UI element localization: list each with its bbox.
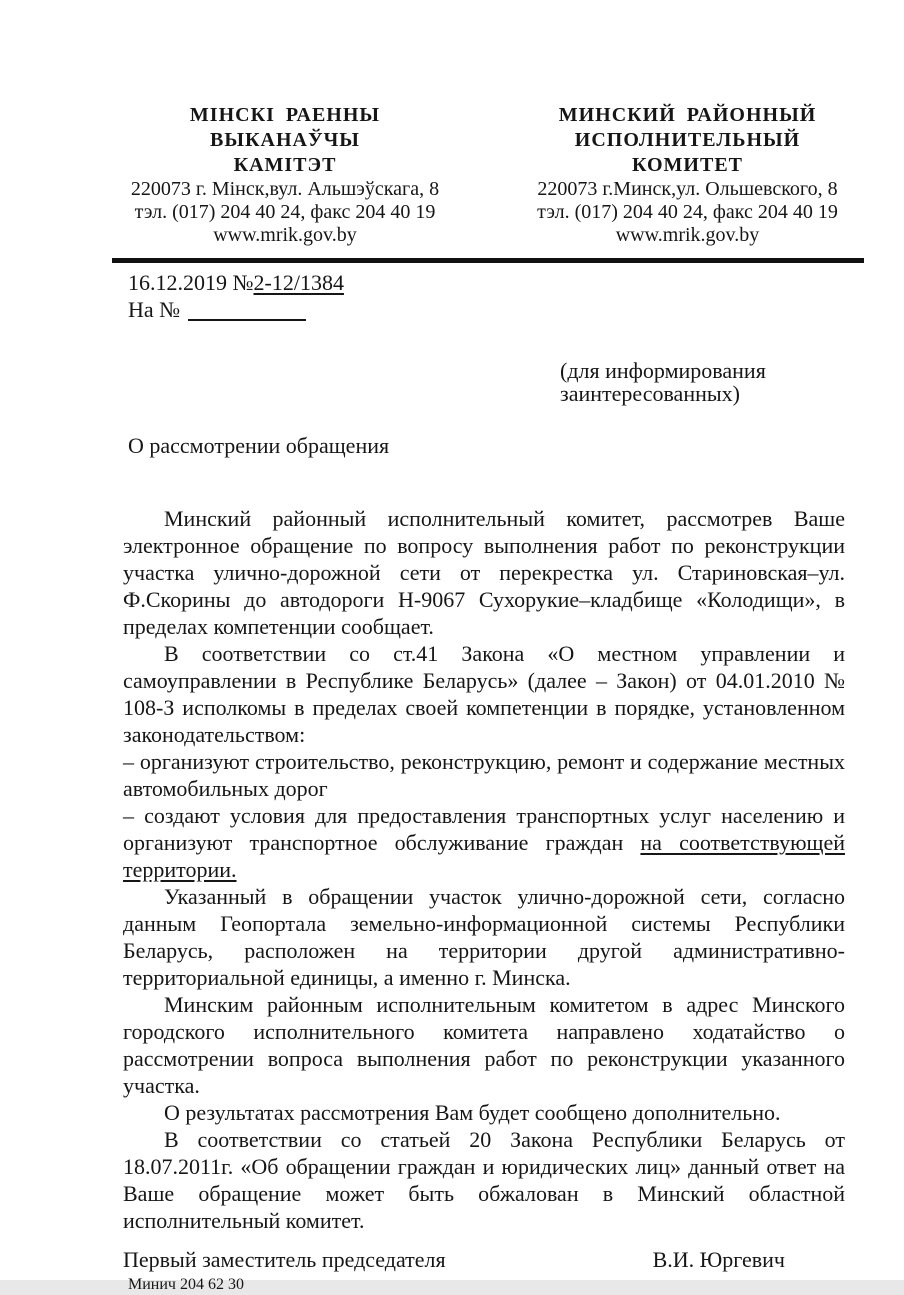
letterhead-left: [115, 103, 455, 247]
body-list-item-2: [123, 802, 845, 883]
outgoing-date: 16.12.2019: [128, 270, 227, 295]
org-phone: тэл. (017) 204 40 24, факс 204 40 19: [537, 201, 838, 223]
number-sign: №: [232, 270, 254, 295]
org-name-belarusian: [115, 103, 455, 178]
body-paragraph-1: Минский районный исполнительный комитет, рассмотрев Ваше электронное обращение по вопросу выполнения работ по реконструкции участка улично-дорожной сети от перекрестка ул. Стариновская–ул. Ф.Скорины до автодороги Н-9067 Сухорукие–кладбище «Колодищи», в пределах компетенции сообщает.: [123, 506, 845, 639]
subject-line: О рассмотрении обращения: [128, 433, 390, 458]
list-item-2-text: – создают условия для предоставления транспортных услуг населению и организуют транспортное обслуживание граждан: [123, 803, 845, 855]
org-name-line1: МИНСКИЙ РАЙОННЫЙ: [558, 104, 817, 126]
outgoing-date-line: [128, 269, 904, 296]
info-note: [560, 359, 904, 405]
letter-body: [123, 505, 845, 1234]
body-paragraph-4: Минским районным исполнительным комитетом в адрес Минского городского исполнительного комитета направлено ходатайство о рассмотрении вопроса выполнения работ по реконструкции указанного участка.: [123, 992, 845, 1098]
reference-block: [128, 269, 904, 323]
body-paragraph-6: В соответствии со статьей 20 Закона Республики Беларусь от 18.07.2011г. «Об обращении граждан и юридических лиц» данный ответ на Ваше обращение может быть обжалован в Минский областной исполнительный комитет.: [123, 1127, 845, 1233]
org-phone: тэл. (017) 204 40 24, факс 204 40 19: [134, 201, 436, 223]
org-name-russian: [515, 103, 860, 178]
header-divider: [112, 258, 864, 263]
signer-position: Первый заместитель председателя: [123, 1247, 446, 1272]
signature-block: [123, 1246, 785, 1273]
org-address: 220073 г.Минск,ул. Ольшевского, 8: [537, 178, 838, 200]
org-website: www.mrik.gov.by: [213, 224, 357, 246]
letterhead: [0, 0, 904, 247]
info-note-line1: (для информирования: [560, 358, 766, 383]
body-list-item-1: – организуют строительство, реконструкцию, ремонт и содержание местных автомобильных дорог: [123, 749, 845, 801]
body-paragraph-2: В соответствии со ст.41 Закона «О местном управлении и самоуправлении в Республике Беларусь» (далее – Закон) от 04.01.2010 № 108-З исполкомы в пределах своей компетенции в порядке, установленном законодательством:: [123, 641, 845, 747]
executor-contact: Минич 204 62 30: [128, 1276, 244, 1293]
org-address: 220073 г. Мінск,вул. Альшэўскага, 8: [130, 178, 440, 200]
reply-reference-blank: [188, 318, 306, 321]
reply-reference-label: На №: [128, 297, 181, 322]
body-paragraph-3: Указанный в обращении участок улично-дорожной сети, согласно данным Геопортала земельно-информационной системы Республики Беларусь, расположен на территории другой административно-территориальной единицы, а именно г. Минска.: [123, 884, 845, 990]
org-name-line1: МІНСКІ РАЕННЫ ВЫКАНАЎЧЫ: [189, 104, 381, 151]
reply-reference-line: [128, 296, 904, 323]
outgoing-number: 2-12/1384: [253, 270, 344, 295]
org-website: www.mrik.gov.by: [615, 224, 760, 246]
list-item-2-underlined-text: на соответствующей территории.: [123, 830, 845, 882]
org-name-line2: КАМІТЭТ: [233, 154, 337, 176]
body-paragraph-5: О результатах рассмотрения Вам будет сообщено дополнительно.: [164, 1100, 781, 1125]
signer-name: В.И. Юргевич: [652, 1247, 785, 1272]
letterhead-right: [515, 103, 860, 247]
info-note-line2: заинтересованных): [560, 381, 740, 406]
org-name-line2: ИСПОЛНИТЕЛЬНЫЙ КОМИТЕТ: [574, 129, 801, 176]
